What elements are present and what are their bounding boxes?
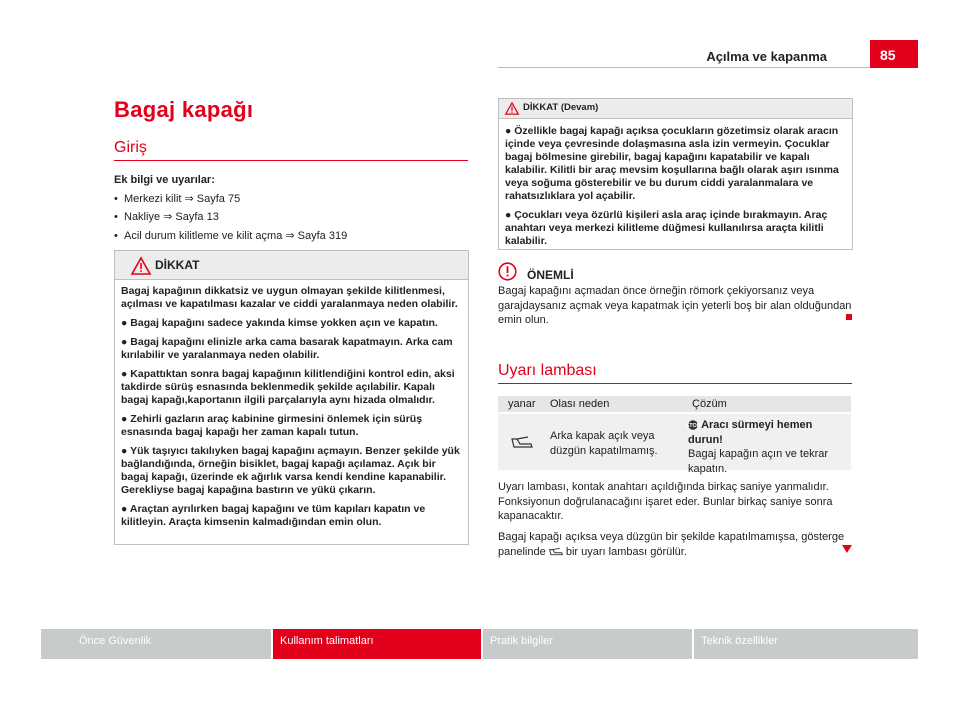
footer-tab-technical[interactable]: Teknik özellikler: [694, 629, 918, 659]
section-rule: [114, 160, 468, 161]
col-header-cause: Olası neden: [550, 398, 610, 410]
running-header-title: Açılma ve kapanma: [706, 49, 827, 64]
warning-item: ● Özellikle bagaj kapağı açıksa çocukların gözetimsiz olarak aracın içinde veya çevresinde dolaşmasına asla izin vermeyin. Çocuklar bagaj bölmesine girebilir, bagaj kapağını kapatabilir ve kapalı kalabilir. Kilitli bir araç mevsim koşullarına bağlı olarak aşırı ısınma veya soğuma gösterebilir ve bu durum ciddi yaralanmalara ve rahatsızlıklara yol açabilir.: [505, 125, 839, 202]
col-header-solution: Çözüm: [692, 398, 727, 410]
warning-item: ● Araçtan ayrılırken bagaj kapağını ve tüm kapıları kapatın ve kilitleyin. Araçta kimsenin kalmadığından emin olun.: [121, 503, 426, 528]
trunk-open-icon: [549, 547, 563, 556]
warning-item: ● Zehirli gazların araç kabinine girmesini önlemek için sürüş esnasında bagaj kapağı her zaman kapalı tutun.: [121, 413, 423, 438]
footer-tab-safety[interactable]: Önce Güvenlik: [41, 629, 271, 659]
warning-continued-box: [498, 98, 853, 250]
section-rule: [498, 383, 852, 384]
lamp-paragraph: Uyarı lambası, kontak anahtarı açıldığında birkaç saniye yanmalıdır. Fonksiyonun doğrulanacağını işaret eder. Bunlar birkaç saniye sonra kapanacaktır.: [498, 481, 833, 522]
intro-block: [114, 173, 468, 243]
notice-text: Bagaj kapağını açmadan önce örneğin römork çekiyorsanız veya garajdaysanız açmak veya kapatmak için yeterli boş bir alan olduğundan emin olun.: [498, 285, 852, 326]
row-solution-text: Bagaj kapağın açın ve tekrar kapatın.: [688, 448, 829, 475]
header-rule: [498, 67, 918, 68]
warning-box: [114, 250, 469, 545]
footer-tab-practical[interactable]: Pratik bilgiler: [483, 629, 692, 659]
col-header-on: yanar: [508, 398, 536, 410]
end-of-section-marker: [846, 314, 852, 320]
warning-header: [115, 251, 468, 280]
lamp-paragraph-2: Bagaj kapağı açıksa veya düzgün bir şekilde kapatılmamışsa, gösterge panelinde bir uyarı lambası görülür.: [498, 531, 845, 558]
table-header: [498, 396, 851, 412]
intro-item[interactable]: • Nakliye ⇒ Sayfa 13: [114, 210, 468, 225]
stop-symbol-icon: [685, 420, 701, 430]
warning-item: ● Bagaj kapağını sadece yakında kimse yokken açın ve kapatın.: [121, 317, 438, 329]
warning-item: ● Çocukları veya özürlü kişileri asla araç içinde bırakmayın. Araç anahtarı veya merkezi kilitleme düğmesi kullanılırsa araçta kilitli kalabilir.: [505, 209, 828, 247]
notice-exclamation-icon: [498, 262, 517, 281]
svg-text:STOP: STOP: [685, 423, 701, 430]
warning-triangle-icon: [131, 257, 151, 275]
warning-item: ● Bagaj kapağını elinizle arka cama basarak kapatmayın. Arka cam kırılabilir ve yaralanmaya neden olabilir.: [121, 336, 453, 361]
trunk-open-icon: [511, 436, 533, 448]
row-solution: [685, 418, 850, 476]
intro-item[interactable]: • Acil durum kilitleme ve kilit açma ⇒ Sayfa 319: [114, 229, 468, 244]
intro-lead: Ek bilgi ve uyarılar:: [114, 174, 215, 186]
footer-tab-operation[interactable]: Kullanım talimatları: [273, 629, 481, 659]
warning-continued-title: DİKKAT (Devam): [523, 102, 599, 113]
page-number: 85: [870, 40, 918, 68]
warning-continued-header: [499, 99, 852, 119]
row-cause: Arka kapak açık veya düzgün kapatılmamış.: [550, 430, 658, 457]
warning-title: DİKKAT: [155, 258, 200, 272]
warning-lead: Bagaj kapağının dikkatsiz ve uygun olmayan şekilde kilitlenmesi, açılması ve kapatılması kazalar ve ciddi yaralanmaya neden olabilir.: [121, 285, 458, 310]
page-title: Bagaj kapağı: [114, 97, 254, 122]
warning-item: ● Yük taşıyıcı takılıyken bagaj kapağını açmayın. Benzer şekilde yük bağlandığında, örneğin bisiklet, bagaj kapağı açılamaz. Açık bir bagaj kapağı, üzerinde ek ağırlık varsa kendi kendine kapanabilir. Gerekliyse bagaj kapağına bastırın ve yükü çıkarın.: [121, 445, 460, 496]
section-heading-warning-lamp: Uyarı lambası: [498, 362, 597, 379]
warning-triangle-icon: [505, 102, 519, 115]
notice-title: ÖNEMLİ: [527, 268, 574, 282]
continue-arrow-icon: [842, 545, 852, 553]
table-row: [498, 414, 851, 475]
intro-item[interactable]: • Merkezi kilit ⇒ Sayfa 75: [114, 192, 468, 207]
section-heading-intro: Giriş: [114, 139, 147, 156]
warning-item: ● Kapattıktan sonra bagaj kapağının kilitlendiğini kontrol edin, aksi takdirde sürüş esnasında beklenmedik şekilde açılabilir. Kapalı bagaj kapağı,kaportanın ilgili parçalarıyla aynı hizada olmalıdır.: [121, 368, 455, 406]
row-solution-bold: Aracı sürmeyi hemen durun!: [688, 419, 813, 446]
